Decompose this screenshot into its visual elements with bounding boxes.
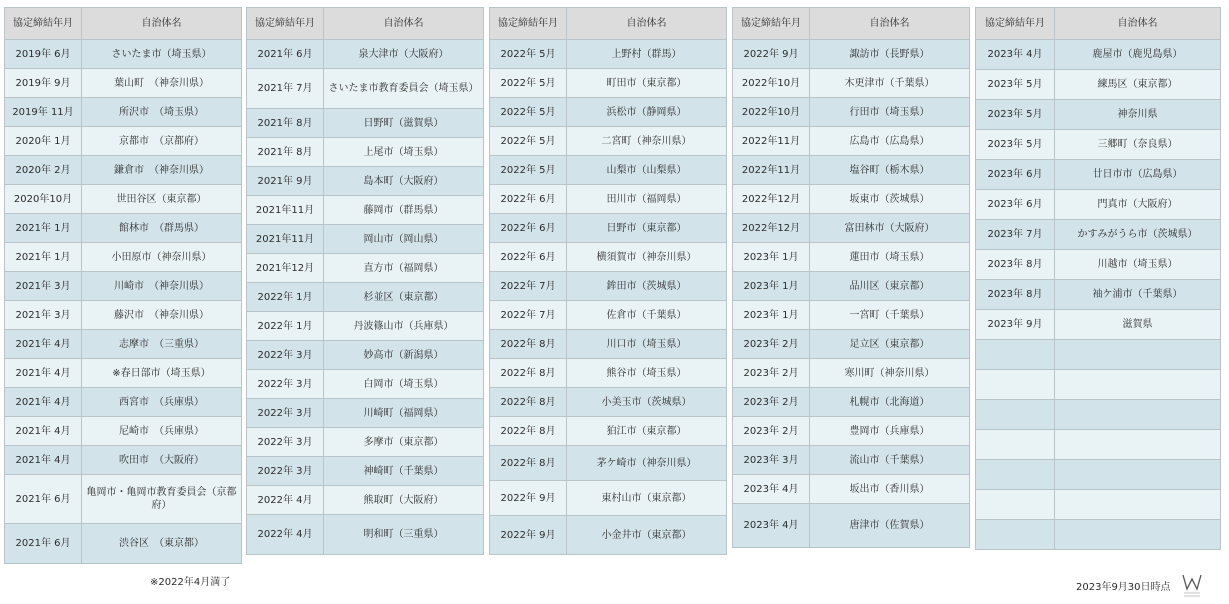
table-header: [976, 8, 1221, 40]
agreement-date: 2023年 1月: [733, 272, 810, 301]
date-column-header: 協定締結年月: [5, 8, 82, 40]
table-header: [247, 8, 484, 40]
municipality-name: 狛江市（東京都）: [567, 417, 727, 446]
agreement-date: 2023年 3月: [733, 446, 810, 475]
table-row: [5, 524, 242, 564]
table-row: [247, 225, 484, 254]
table-row: [976, 220, 1221, 250]
municipality-name: [1055, 400, 1221, 430]
municipality-name: 葉山町 （神奈川県）: [82, 69, 242, 98]
municipality-name: 札幌市（北海道）: [810, 388, 970, 417]
agreement-date: 2023年 2月: [733, 388, 810, 417]
table-row: [976, 280, 1221, 310]
agreement-date: 2021年 3月: [5, 272, 82, 301]
municipality-name: 袖ケ浦市（千葉県）: [1055, 280, 1221, 310]
agreement-date: 2022年 3月: [247, 428, 324, 457]
municipality-name: 渋谷区 （東京都）: [82, 524, 242, 564]
agreement-date: 2021年11月: [247, 225, 324, 254]
table-row: [976, 310, 1221, 340]
municipality-name: 岡山市（岡山県）: [324, 225, 484, 254]
agreement-date: 2022年11月: [733, 156, 810, 185]
municipality-name: 川崎町（福岡県）: [324, 399, 484, 428]
agreement-date: 2022年10月: [733, 98, 810, 127]
municipality-name: 川口市（埼玉県）: [567, 330, 727, 359]
agreement-date: 2022年 4月: [247, 515, 324, 555]
municipality-name: 坂東市（茨城県）: [810, 185, 970, 214]
table-row: [490, 516, 727, 555]
agreement-date: 2019年 6月: [5, 40, 82, 69]
municipality-name: さいたま市（埼玉県）: [82, 40, 242, 69]
municipality-name: 島本町（大阪府）: [324, 167, 484, 196]
agreement-date: 2021年 8月: [247, 138, 324, 167]
agreement-date: 2023年 1月: [733, 243, 810, 272]
agreement-table-1: [4, 7, 242, 564]
agreement-date: 2021年 4月: [5, 446, 82, 475]
agreement-date: [976, 400, 1055, 430]
date-column-header: 協定締結年月: [247, 8, 324, 40]
municipality-name: 諏訪市（長野県）: [810, 40, 970, 69]
table-row: [733, 475, 970, 504]
table-row: [733, 127, 970, 156]
municipality-name: 小美玉市（茨城県）: [567, 388, 727, 417]
table-row: [733, 417, 970, 446]
table-row: [733, 98, 970, 127]
table-row: [247, 40, 484, 69]
municipality-name: 山梨市（山梨県）: [567, 156, 727, 185]
agreement-date: 2023年 9月: [976, 310, 1055, 340]
municipality-name: 所沢市 （埼玉県）: [82, 98, 242, 127]
municipality-name: 神崎町（千葉県）: [324, 457, 484, 486]
table-row: [247, 486, 484, 515]
municipality-name: 富田林市（大阪府）: [810, 214, 970, 243]
table-row: [247, 254, 484, 283]
municipality-name: 鹿屋市（鹿児島県）: [1055, 40, 1221, 70]
as-of-date: 2023年9月30日時点: [1076, 582, 1171, 593]
municipality-name: 日野町（滋賀県）: [324, 109, 484, 138]
agreement-table-3: [489, 7, 727, 555]
table-row: [976, 250, 1221, 280]
table-row: [5, 98, 242, 127]
municipality-name: 館林市 （群馬県）: [82, 214, 242, 243]
name-column-header: 自治体名: [567, 8, 727, 40]
municipality-name: 町田市（東京都）: [567, 69, 727, 98]
municipality-name: 滋賀県: [1055, 310, 1221, 340]
table-row: [490, 127, 727, 156]
agreement-date: 2022年 9月: [490, 516, 567, 555]
municipality-name: 東村山市（東京都）: [567, 481, 727, 516]
municipality-name: 多摩市（東京都）: [324, 428, 484, 457]
municipality-name: 尼崎市 （兵庫県）: [82, 417, 242, 446]
agreement-date: 2022年11月: [733, 127, 810, 156]
table-row: [490, 446, 727, 481]
table-row: [5, 69, 242, 98]
municipality-name: 練馬区（東京都）: [1055, 70, 1221, 100]
table-row: [5, 446, 242, 475]
table-row: [247, 341, 484, 370]
municipality-name: 蓮田市（埼玉県）: [810, 243, 970, 272]
municipality-name: [1055, 370, 1221, 400]
agreement-date: 2023年 8月: [976, 280, 1055, 310]
agreement-date: 2022年 8月: [490, 330, 567, 359]
agreement-date: 2020年10月: [5, 185, 82, 214]
table-row: [976, 520, 1221, 550]
table-row: [733, 69, 970, 98]
table-row: [490, 69, 727, 98]
table-row: [5, 185, 242, 214]
agreement-date: [976, 490, 1055, 520]
agreement-date: 2023年 2月: [733, 330, 810, 359]
table-row: [490, 272, 727, 301]
table-row: [247, 515, 484, 555]
agreement-date: 2022年 8月: [490, 417, 567, 446]
water-stand-logo-icon: [1181, 572, 1203, 598]
table-row: [490, 330, 727, 359]
agreement-date: 2023年 7月: [976, 220, 1055, 250]
agreement-date: 2022年 6月: [490, 243, 567, 272]
agreement-date: 2021年 3月: [5, 301, 82, 330]
table-row: [976, 340, 1221, 370]
agreement-date: 2020年 1月: [5, 127, 82, 156]
municipality-name: 亀岡市・亀岡市教育委員会（京都府）: [82, 475, 242, 524]
table-row: [976, 160, 1221, 190]
table-row: [5, 475, 242, 524]
agreement-date: 2022年 5月: [490, 40, 567, 69]
table-row: [976, 100, 1221, 130]
municipality-name: 塩谷町（栃木県）: [810, 156, 970, 185]
table-row: [490, 98, 727, 127]
table-row: [247, 370, 484, 399]
table-header: [733, 8, 970, 40]
agreement-date: 2021年 4月: [5, 359, 82, 388]
municipality-name: 流山市（千葉県）: [810, 446, 970, 475]
municipality-name: 妙高市（新潟県）: [324, 341, 484, 370]
agreement-date: 2021年 4月: [5, 417, 82, 446]
agreement-date: [976, 460, 1055, 490]
municipality-name: 田川市（福岡県）: [567, 185, 727, 214]
municipality-name: 熊谷市（埼玉県）: [567, 359, 727, 388]
agreement-date: 2022年 6月: [490, 185, 567, 214]
agreement-date: 2022年 8月: [490, 388, 567, 417]
table-row: [5, 127, 242, 156]
agreement-date: 2021年 4月: [5, 330, 82, 359]
name-column-header: 自治体名: [82, 8, 242, 40]
agreement-date: 2022年10月: [733, 69, 810, 98]
table-row: [247, 69, 484, 109]
agreement-date: 2022年12月: [733, 214, 810, 243]
agreement-date: 2023年 4月: [976, 40, 1055, 70]
agreement-date: 2021年 6月: [5, 524, 82, 564]
agreement-date: [976, 430, 1055, 460]
table-header: [490, 8, 727, 40]
table-row: [247, 457, 484, 486]
municipality-name: 上野村（群馬）: [567, 40, 727, 69]
agreement-date: [976, 520, 1055, 550]
agreement-date: 2023年 4月: [733, 504, 810, 548]
agreement-date: 2022年 9月: [490, 481, 567, 516]
table-row: [733, 504, 970, 548]
municipality-name: 茅ケ崎市（神奈川県）: [567, 446, 727, 481]
municipality-name: 寒川町（神奈川県）: [810, 359, 970, 388]
municipality-name: 杉並区（東京都）: [324, 283, 484, 312]
municipality-name: 志摩市 （三重県）: [82, 330, 242, 359]
agreement-table-5: [975, 7, 1221, 550]
agreement-date: 2021年12月: [247, 254, 324, 283]
municipality-name: 足立区（東京都）: [810, 330, 970, 359]
agreement-date: 2022年 3月: [247, 341, 324, 370]
agreement-date: 2021年 4月: [5, 388, 82, 417]
agreement-date: 2023年 5月: [976, 130, 1055, 160]
table-row: [490, 417, 727, 446]
table-row: [976, 190, 1221, 220]
municipality-name: [1055, 460, 1221, 490]
agreement-date: 2023年 1月: [733, 301, 810, 330]
municipality-name: ※春日部市（埼玉県）: [82, 359, 242, 388]
table-row: [247, 283, 484, 312]
table-row: [490, 481, 727, 516]
table-row: [247, 399, 484, 428]
agreement-date: 2021年 6月: [5, 475, 82, 524]
agreement-date: 2021年 1月: [5, 214, 82, 243]
table-row: [247, 428, 484, 457]
municipality-name: 吹田市 （大阪府）: [82, 446, 242, 475]
agreement-date: 2022年 1月: [247, 283, 324, 312]
municipality-name: 川越市（埼玉県）: [1055, 250, 1221, 280]
municipality-name: 鎌倉市 （神奈川県）: [82, 156, 242, 185]
municipality-name: 小金井市（東京都）: [567, 516, 727, 555]
municipality-name: [1055, 430, 1221, 460]
table-row: [976, 70, 1221, 100]
municipality-name: 直方市（福岡県）: [324, 254, 484, 283]
municipality-name: 藤岡市（群馬県）: [324, 196, 484, 225]
agreement-date: 2023年 5月: [976, 100, 1055, 130]
municipality-name: 唐津市（佐賀県）: [810, 504, 970, 548]
agreement-date: 2022年 7月: [490, 301, 567, 330]
table-row: [490, 388, 727, 417]
municipality-name: 浜松市（静岡県）: [567, 98, 727, 127]
municipality-name: 横須賀市（神奈川県）: [567, 243, 727, 272]
municipality-name: 門真市（大阪府）: [1055, 190, 1221, 220]
date-column-header: 協定締結年月: [733, 8, 810, 40]
municipality-name: 丹波篠山市（兵庫県）: [324, 312, 484, 341]
table-row: [5, 359, 242, 388]
table-row: [976, 430, 1221, 460]
municipality-name: 藤沢市 （神奈川県）: [82, 301, 242, 330]
municipality-name: 京都市 （京都府）: [82, 127, 242, 156]
municipality-name: 西宮市 （兵庫県）: [82, 388, 242, 417]
name-column-header: 自治体名: [810, 8, 970, 40]
agreement-date: 2022年12月: [733, 185, 810, 214]
agreement-date: 2021年 6月: [247, 40, 324, 69]
municipality-name: 上尾市（埼玉県）: [324, 138, 484, 167]
table-row: [5, 272, 242, 301]
table-row: [5, 40, 242, 69]
table-row: [733, 272, 970, 301]
agreement-date: 2022年 5月: [490, 69, 567, 98]
municipality-name: [1055, 340, 1221, 370]
table-row: [733, 214, 970, 243]
agreement-date: 2022年 8月: [490, 359, 567, 388]
agreement-date: 2022年 4月: [247, 486, 324, 515]
agreement-date: 2022年 6月: [490, 214, 567, 243]
municipality-name: 佐倉市（千葉県）: [567, 301, 727, 330]
table-row: [733, 156, 970, 185]
agreement-date: 2022年 9月: [733, 40, 810, 69]
table-row: [733, 359, 970, 388]
agreement-date: 2021年 9月: [247, 167, 324, 196]
agreement-date: 2022年 3月: [247, 399, 324, 428]
municipality-name: 泉大津市（大阪府）: [324, 40, 484, 69]
agreement-date: 2022年 7月: [490, 272, 567, 301]
agreement-date: 2021年 1月: [5, 243, 82, 272]
municipality-name: 熊取町（大阪府）: [324, 486, 484, 515]
agreement-date: 2023年 2月: [733, 417, 810, 446]
table-row: [247, 138, 484, 167]
table-row: [976, 460, 1221, 490]
table-row: [247, 312, 484, 341]
agreement-date: 2023年 6月: [976, 160, 1055, 190]
table-row: [490, 156, 727, 185]
table-row: [5, 417, 242, 446]
agreement-date: 2023年 5月: [976, 70, 1055, 100]
table-row: [976, 130, 1221, 160]
date-column-header: 協定締結年月: [490, 8, 567, 40]
agreement-date: 2022年 1月: [247, 312, 324, 341]
table-row: [733, 243, 970, 272]
agreement-date: 2022年 8月: [490, 446, 567, 481]
table-row: [733, 40, 970, 69]
table-row: [976, 490, 1221, 520]
table-header: [5, 8, 242, 40]
agreement-date: 2021年 8月: [247, 109, 324, 138]
municipality-name: 白岡市（埼玉県）: [324, 370, 484, 399]
agreement-date: 2020年 2月: [5, 156, 82, 185]
municipality-name: 鉾田市（茨城県）: [567, 272, 727, 301]
municipality-name: 坂出市（香川県）: [810, 475, 970, 504]
municipality-name: 明和町（三重県）: [324, 515, 484, 555]
municipality-name: 日野市（東京都）: [567, 214, 727, 243]
municipality-name: 三郷町（奈良県）: [1055, 130, 1221, 160]
table-row: [733, 185, 970, 214]
municipality-name: [1055, 520, 1221, 550]
agreement-date: [976, 370, 1055, 400]
municipality-name: 行田市（埼玉県）: [810, 98, 970, 127]
municipality-name: かすみがうら市（茨城県）: [1055, 220, 1221, 250]
agreement-date: 2022年 3月: [247, 370, 324, 399]
agreement-table-2: [246, 7, 484, 555]
table-row: [5, 243, 242, 272]
table-row: [976, 400, 1221, 430]
municipality-name: さいたま市教育委員会（埼玉県）: [324, 69, 484, 109]
municipality-name: 世田谷区（東京都）: [82, 185, 242, 214]
agreement-table-4: [732, 7, 970, 548]
agreement-date: 2023年 4月: [733, 475, 810, 504]
municipality-name: 木更津市（千葉県）: [810, 69, 970, 98]
municipality-name: 豊岡市（兵庫県）: [810, 417, 970, 446]
footnote: ※2022年4月満了: [150, 577, 231, 588]
table-row: [490, 214, 727, 243]
table-row: [490, 185, 727, 214]
agreement-date: 2022年 3月: [247, 457, 324, 486]
agreement-date: 2019年 9月: [5, 69, 82, 98]
table-row: [5, 214, 242, 243]
table-row: [976, 40, 1221, 70]
agreement-date: 2023年 6月: [976, 190, 1055, 220]
agreement-date: [976, 340, 1055, 370]
table-row: [247, 196, 484, 225]
municipality-name: 小田原市（神奈川県）: [82, 243, 242, 272]
municipality-name: [1055, 490, 1221, 520]
municipality-name: 神奈川県: [1055, 100, 1221, 130]
name-column-header: 自治体名: [1055, 8, 1221, 40]
table-row: [247, 109, 484, 138]
municipality-name: 広島市（広島県）: [810, 127, 970, 156]
agreement-date: 2022年 5月: [490, 98, 567, 127]
table-row: [733, 388, 970, 417]
table-row: [5, 330, 242, 359]
table-row: [490, 359, 727, 388]
table-row: [490, 243, 727, 272]
table-row: [490, 301, 727, 330]
agreement-date: 2019年 11月: [5, 98, 82, 127]
name-column-header: 自治体名: [324, 8, 484, 40]
agreement-date: 2022年 5月: [490, 156, 567, 185]
table-row: [733, 330, 970, 359]
municipality-name: 川崎市 （神奈川県）: [82, 272, 242, 301]
municipality-name: 一宮町（千葉県）: [810, 301, 970, 330]
table-row: [733, 301, 970, 330]
agreement-date: 2023年 2月: [733, 359, 810, 388]
table-row: [5, 388, 242, 417]
table-row: [976, 370, 1221, 400]
table-row: [247, 167, 484, 196]
table-row: [5, 156, 242, 185]
agreement-date: 2022年 5月: [490, 127, 567, 156]
table-row: [490, 40, 727, 69]
table-row: [5, 301, 242, 330]
agreement-date: 2021年11月: [247, 196, 324, 225]
table-row: [733, 446, 970, 475]
date-column-header: 協定締結年月: [976, 8, 1055, 40]
municipality-name: 品川区（東京都）: [810, 272, 970, 301]
municipality-name: 廿日市市（広島県）: [1055, 160, 1221, 190]
municipality-name: 二宮町（神奈川県）: [567, 127, 727, 156]
agreement-date: 2021年 7月: [247, 69, 324, 109]
agreement-date: 2023年 8月: [976, 250, 1055, 280]
